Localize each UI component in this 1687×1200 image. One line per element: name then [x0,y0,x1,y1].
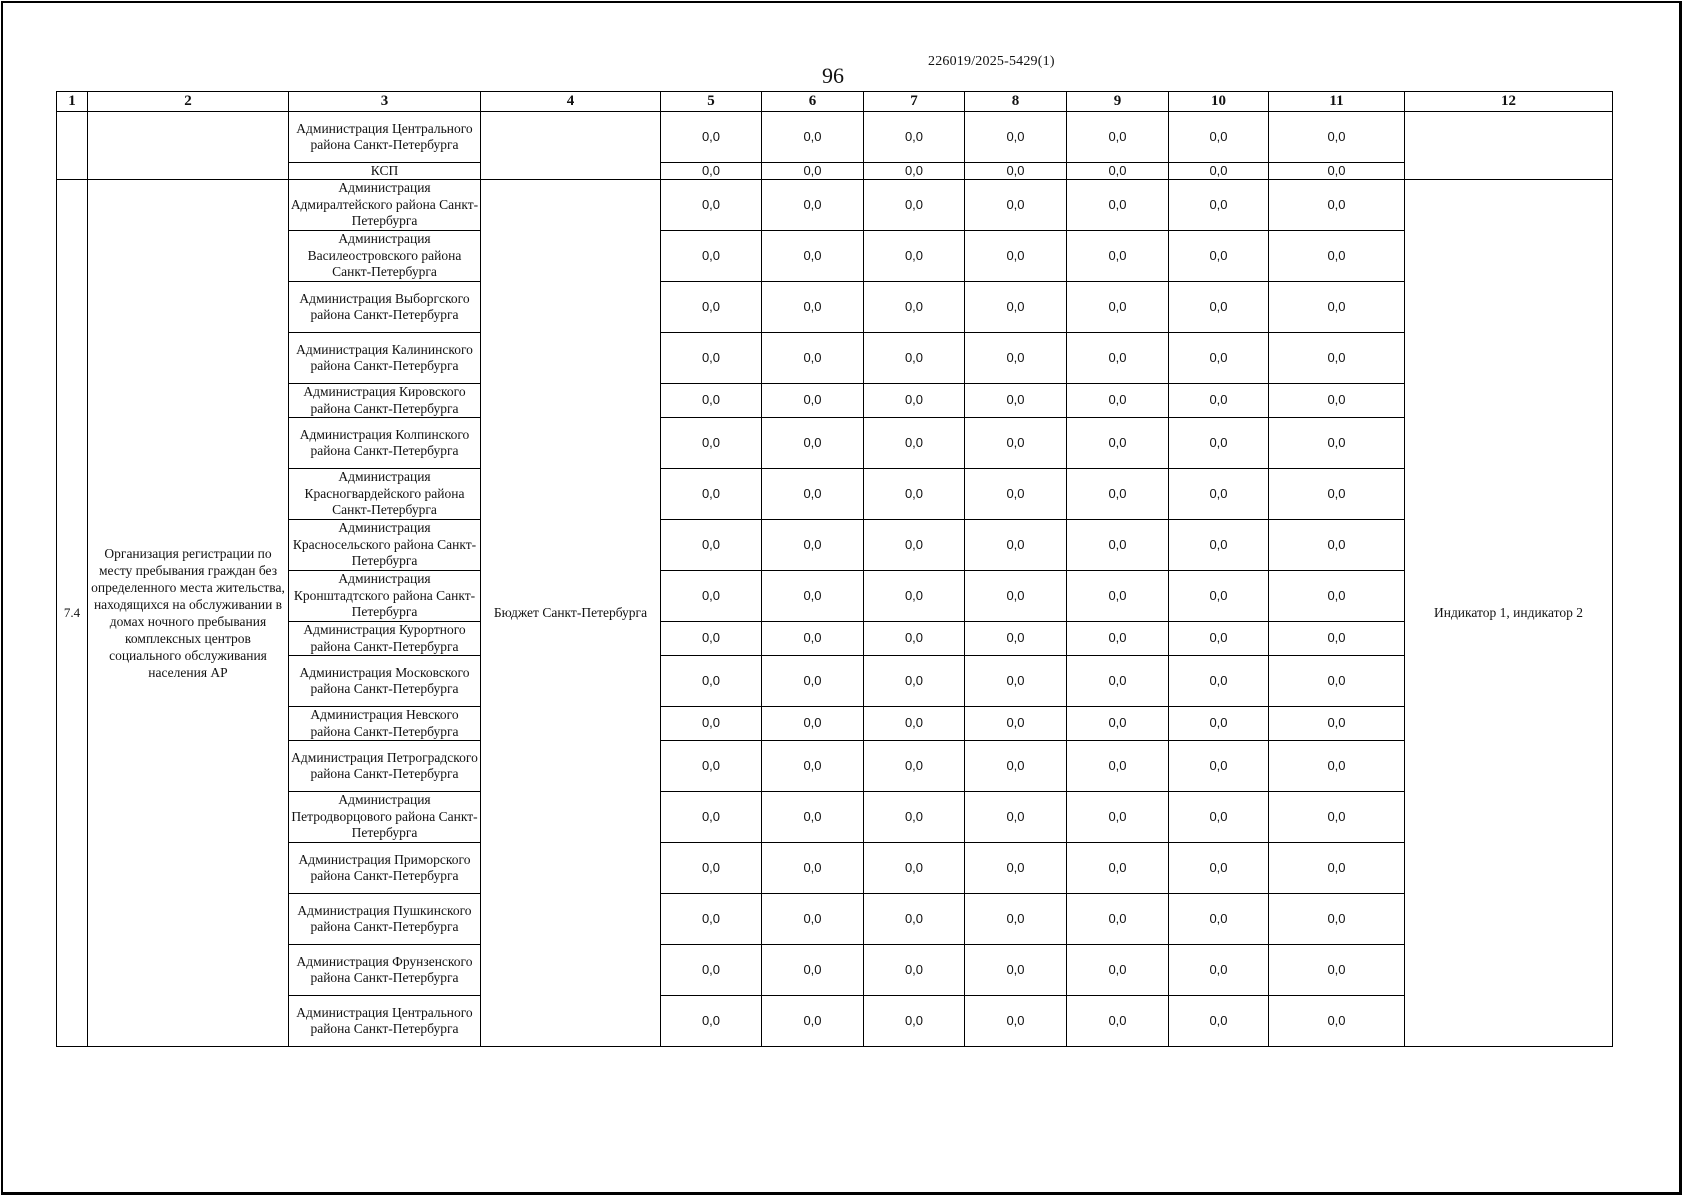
value-cell-col-11: 0,0 [1269,384,1405,418]
value-cell-col-5: 0,0 [661,282,762,333]
value-cell-col-6: 0,0 [762,741,864,792]
indicator-cell-continued [1405,112,1613,180]
table-row [57,894,1613,945]
value-cell-col-10: 0,0 [1169,469,1269,520]
column-number-row [57,92,1613,112]
table-row [57,622,1613,656]
value-cell-col-7: 0,0 [864,333,965,384]
value-cell-col-10: 0,0 [1169,622,1269,656]
agency-cell: Администрация Курортного района Санкт-Петербурга [289,622,481,656]
table-row [57,418,1613,469]
column-header-9: 9 [1067,92,1169,112]
index-cell-continued [57,112,88,180]
value-cell-col-7: 0,0 [864,656,965,707]
value-cell-col-9: 0,0 [1067,707,1169,741]
value-cell-col-10: 0,0 [1169,741,1269,792]
agency-cell: Администрация Невского района Санкт-Петербурга [289,707,481,741]
value-cell-col-8: 0,0 [965,622,1067,656]
value-cell-col-6: 0,0 [762,843,864,894]
value-cell-col-9: 0,0 [1067,571,1169,622]
value-cell-col-5: 0,0 [661,231,762,282]
column-header-8: 8 [965,92,1067,112]
value-cell-col-11: 0,0 [1269,163,1405,180]
value-cell-col-8: 0,0 [965,571,1067,622]
column-header-2: 2 [88,92,289,112]
value-cell-col-7: 0,0 [864,520,965,571]
table-row [57,996,1613,1047]
agency-cell: Администрация Московского района Санкт-Петербурга [289,656,481,707]
column-header-6: 6 [762,92,864,112]
table-row [57,843,1613,894]
value-cell-col-5: 0,0 [661,741,762,792]
agency-cell: Администрация Выборгского района Санкт-Петербурга [289,282,481,333]
value-cell-col-7: 0,0 [864,894,965,945]
value-cell-col-8: 0,0 [965,163,1067,180]
value-cell-col-10: 0,0 [1169,792,1269,843]
value-cell-col-5: 0,0 [661,792,762,843]
value-cell-col-11: 0,0 [1269,996,1405,1047]
value-cell-col-8: 0,0 [965,996,1067,1047]
value-cell-col-11: 0,0 [1269,843,1405,894]
table-row [57,520,1613,571]
value-cell-col-5: 0,0 [661,112,762,163]
value-cell-col-5: 0,0 [661,180,762,231]
agency-cell: Администрация Кронштадтского района Санкт-Петербурга [289,571,481,622]
column-header-12: 12 [1405,92,1613,112]
value-cell-col-10: 0,0 [1169,231,1269,282]
value-cell-col-10: 0,0 [1169,112,1269,163]
description-cell-continued [88,112,289,180]
value-cell-col-6: 0,0 [762,180,864,231]
table-row [57,571,1613,622]
table-row [57,741,1613,792]
value-cell-col-6: 0,0 [762,163,864,180]
agency-cell: Администрация Красногвардейского района Санкт-Петербурга [289,469,481,520]
agency-cell: Администрация Приморского района Санкт-Петербурга [289,843,481,894]
indicators-cell: Индикатор 1, индикатор 2 [1405,180,1613,1047]
value-cell-col-10: 0,0 [1169,894,1269,945]
value-cell-col-7: 0,0 [864,571,965,622]
value-cell-col-5: 0,0 [661,707,762,741]
value-cell-col-11: 0,0 [1269,571,1405,622]
agency-cell: Администрация Адмиралтейского района Санкт-Петербурга [289,180,481,231]
value-cell-col-10: 0,0 [1169,707,1269,741]
table-row [57,792,1613,843]
value-cell-col-11: 0,0 [1269,707,1405,741]
value-cell-col-5: 0,0 [661,945,762,996]
value-cell-col-9: 0,0 [1067,996,1169,1047]
table-row [57,282,1613,333]
value-cell-col-5: 0,0 [661,384,762,418]
value-cell-col-8: 0,0 [965,843,1067,894]
value-cell-col-6: 0,0 [762,622,864,656]
value-cell-col-5: 0,0 [661,571,762,622]
value-cell-col-9: 0,0 [1067,231,1169,282]
value-cell-col-6: 0,0 [762,894,864,945]
value-cell-col-10: 0,0 [1169,996,1269,1047]
value-cell-col-9: 0,0 [1067,741,1169,792]
value-cell-col-8: 0,0 [965,333,1067,384]
value-cell-col-9: 0,0 [1067,180,1169,231]
document-number: 226019/2025-5429(1) [928,54,1055,69]
value-cell-col-5: 0,0 [661,520,762,571]
value-cell-col-11: 0,0 [1269,520,1405,571]
value-cell-col-7: 0,0 [864,996,965,1047]
value-cell-col-7: 0,0 [864,707,965,741]
value-cell-col-11: 0,0 [1269,792,1405,843]
value-cell-col-6: 0,0 [762,571,864,622]
value-cell-col-7: 0,0 [864,622,965,656]
agency-cell: Администрация Василеостровского района Санкт-Петербурга [289,231,481,282]
value-cell-col-11: 0,0 [1269,231,1405,282]
value-cell-col-6: 0,0 [762,418,864,469]
value-cell-col-9: 0,0 [1067,894,1169,945]
value-cell-col-7: 0,0 [864,231,965,282]
value-cell-col-10: 0,0 [1169,843,1269,894]
agency-cell: Администрация Петроградского района Санкт-Петербурга [289,741,481,792]
value-cell-col-9: 0,0 [1067,656,1169,707]
value-cell-col-9: 0,0 [1067,333,1169,384]
value-cell-col-6: 0,0 [762,945,864,996]
agency-cell: Администрация Калининского района Санкт-Петербурга [289,333,481,384]
value-cell-col-8: 0,0 [965,112,1067,163]
value-cell-col-6: 0,0 [762,333,864,384]
value-cell-col-9: 0,0 [1067,792,1169,843]
value-cell-col-9: 0,0 [1067,843,1169,894]
value-cell-col-9: 0,0 [1067,520,1169,571]
value-cell-col-7: 0,0 [864,843,965,894]
value-cell-col-8: 0,0 [965,520,1067,571]
value-cell-col-8: 0,0 [965,792,1067,843]
value-cell-col-6: 0,0 [762,656,864,707]
value-cell-col-5: 0,0 [661,418,762,469]
value-cell-col-10: 0,0 [1169,180,1269,231]
value-cell-col-8: 0,0 [965,231,1067,282]
agency-cell: КСП [289,163,481,180]
value-cell-col-10: 0,0 [1169,163,1269,180]
value-cell-col-9: 0,0 [1067,622,1169,656]
value-cell-col-9: 0,0 [1067,112,1169,163]
value-cell-col-8: 0,0 [965,894,1067,945]
value-cell-col-8: 0,0 [965,707,1067,741]
column-header-7: 7 [864,92,965,112]
value-cell-col-8: 0,0 [965,384,1067,418]
page-number: 96 [822,63,844,88]
value-cell-col-11: 0,0 [1269,622,1405,656]
column-header-1: 1 [57,92,88,112]
value-cell-col-5: 0,0 [661,894,762,945]
value-cell-col-7: 0,0 [864,163,965,180]
agency-cell: Администрация Кировского района Санкт-Петербурга [289,384,481,418]
table-row [57,469,1613,520]
agency-cell: Администрация Центрального района Санкт-Петербурга [289,112,481,163]
value-cell-col-7: 0,0 [864,180,965,231]
value-cell-col-7: 0,0 [864,945,965,996]
value-cell-col-6: 0,0 [762,520,864,571]
value-cell-col-6: 0,0 [762,996,864,1047]
table-row [57,707,1613,741]
value-cell-col-11: 0,0 [1269,180,1405,231]
value-cell-col-9: 0,0 [1067,945,1169,996]
agency-cell: Администрация Пушкинского района Санкт-Петербурга [289,894,481,945]
value-cell-col-7: 0,0 [864,469,965,520]
value-cell-col-6: 0,0 [762,231,864,282]
table-row [57,945,1613,996]
value-cell-col-5: 0,0 [661,656,762,707]
column-header-4: 4 [481,92,661,112]
value-cell-col-10: 0,0 [1169,656,1269,707]
value-cell-col-7: 0,0 [864,418,965,469]
value-cell-col-9: 0,0 [1067,418,1169,469]
table-row [57,384,1613,418]
value-cell-col-10: 0,0 [1169,333,1269,384]
agency-cell: Администрация Красносельского района Санкт-Петербурга [289,520,481,571]
value-cell-col-9: 0,0 [1067,163,1169,180]
column-header-11: 11 [1269,92,1405,112]
value-cell-col-11: 0,0 [1269,333,1405,384]
value-cell-col-8: 0,0 [965,945,1067,996]
table-row [57,333,1613,384]
value-cell-col-11: 0,0 [1269,894,1405,945]
value-cell-col-7: 0,0 [864,384,965,418]
value-cell-col-8: 0,0 [965,469,1067,520]
value-cell-col-8: 0,0 [965,180,1067,231]
column-header-5: 5 [661,92,762,112]
value-cell-col-10: 0,0 [1169,945,1269,996]
item-description-cell: Организация регистрации по месту пребывания граждан без определенного места жительства, находящихся на обслуживании в домах ночного пребывания комплексных центров социального обслуживания населения АР [88,180,289,1047]
value-cell-col-11: 0,0 [1269,741,1405,792]
value-cell-col-7: 0,0 [864,112,965,163]
agency-cell: Администрация Центрального района Санкт-Петербурга [289,996,481,1047]
value-cell-col-11: 0,0 [1269,469,1405,520]
value-cell-col-9: 0,0 [1067,384,1169,418]
value-cell-col-7: 0,0 [864,282,965,333]
value-cell-col-7: 0,0 [864,741,965,792]
value-cell-col-5: 0,0 [661,622,762,656]
value-cell-col-5: 0,0 [661,333,762,384]
column-header-10: 10 [1169,92,1269,112]
value-cell-col-6: 0,0 [762,792,864,843]
value-cell-col-7: 0,0 [864,792,965,843]
funding-source-cell: Бюджет Санкт-Петербурга [481,180,661,1047]
value-cell-col-5: 0,0 [661,163,762,180]
value-cell-col-8: 0,0 [965,282,1067,333]
value-cell-col-11: 0,0 [1269,945,1405,996]
value-cell-col-11: 0,0 [1269,112,1405,163]
value-cell-col-8: 0,0 [965,418,1067,469]
value-cell-col-5: 0,0 [661,843,762,894]
value-cell-col-9: 0,0 [1067,469,1169,520]
value-cell-col-6: 0,0 [762,384,864,418]
column-header-3: 3 [289,92,481,112]
value-cell-col-10: 0,0 [1169,571,1269,622]
value-cell-col-10: 0,0 [1169,520,1269,571]
value-cell-col-6: 0,0 [762,282,864,333]
value-cell-col-11: 0,0 [1269,656,1405,707]
value-cell-col-10: 0,0 [1169,384,1269,418]
item-index-cell: 7.4 [57,180,88,1047]
agency-cell: Администрация Фрунзенского района Санкт-Петербурга [289,945,481,996]
value-cell-col-9: 0,0 [1067,282,1169,333]
value-cell-col-6: 0,0 [762,707,864,741]
value-cell-col-11: 0,0 [1269,418,1405,469]
value-cell-col-11: 0,0 [1269,282,1405,333]
program-table [56,91,1613,1047]
table-row [57,180,1613,231]
value-cell-col-10: 0,0 [1169,282,1269,333]
value-cell-col-5: 0,0 [661,996,762,1047]
funding-source-cell-continued [481,112,661,180]
value-cell-col-6: 0,0 [762,469,864,520]
value-cell-col-5: 0,0 [661,469,762,520]
table-row [57,112,1613,163]
value-cell-col-10: 0,0 [1169,418,1269,469]
table-row [57,231,1613,282]
value-cell-col-8: 0,0 [965,741,1067,792]
agency-cell: Администрация Петродворцового района Санкт-Петербурга [289,792,481,843]
value-cell-col-8: 0,0 [965,656,1067,707]
value-cell-col-6: 0,0 [762,112,864,163]
table-row [57,656,1613,707]
agency-cell: Администрация Колпинского района Санкт-Петербурга [289,418,481,469]
table-row [57,163,1613,180]
